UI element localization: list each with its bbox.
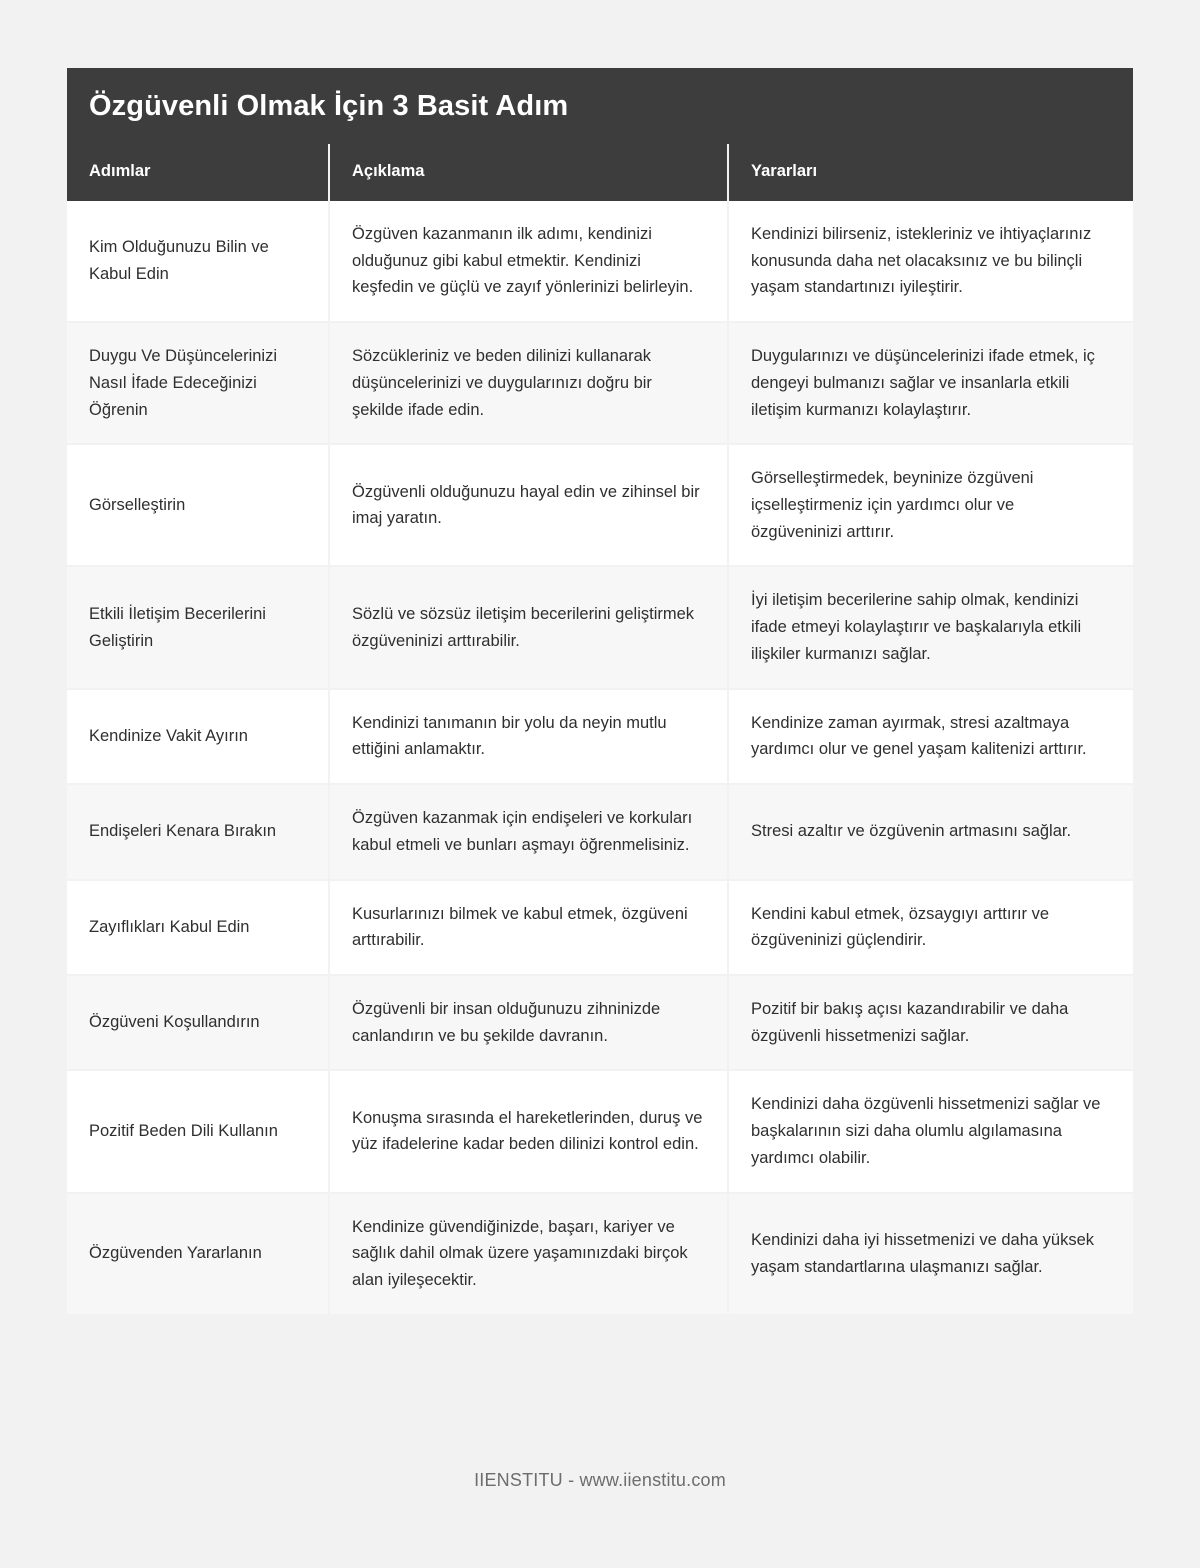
- cell-benefit: Kendinizi daha iyi hissetmenizi ve daha yüksek yaşam standartlarına ulaşmanızı sağlar.: [728, 1193, 1133, 1314]
- cell-step: Özgüveni Koşullandırın: [67, 975, 329, 1070]
- infographic-card: [67, 68, 1133, 1314]
- cell-step: Kim Olduğunuzu Bilin ve Kabul Edin: [67, 201, 329, 322]
- table-row: [67, 322, 1133, 444]
- cell-step: Görselleştirin: [67, 444, 329, 566]
- table-row: [67, 689, 1133, 784]
- footer-credit: IIENSTITU - www.iienstitu.com: [474, 1470, 726, 1490]
- steps-table: [67, 144, 1133, 1314]
- cell-step: Etkili İletişim Becerilerini Geliştirin: [67, 566, 329, 688]
- column-header-benefits: Yararları: [728, 144, 1133, 201]
- cell-benefit: Duygularınızı ve düşüncelerinizi ifade etmek, iç dengeyi bulmanızı sağlar ve insanlarla etkili iletişim kurmanızı kolaylaştırır.: [728, 322, 1133, 444]
- cell-description: Sözcükleriniz ve beden dilinizi kullanarak düşüncelerinizi ve duygularınızı doğru bir şekilde ifade edin.: [329, 322, 728, 444]
- cell-benefit: Stresi azaltır ve özgüvenin artmasını sağlar.: [728, 784, 1133, 879]
- cell-benefit: Pozitif bir bakış açısı kazandırabilir ve daha özgüvenli hissetmenizi sağlar.: [728, 975, 1133, 1070]
- cell-description: Özgüven kazanmak için endişeleri ve korkuları kabul etmeli ve bunları aşmayı öğrenmelisiniz.: [329, 784, 728, 879]
- table-row: [67, 444, 1133, 566]
- title-bar: [67, 68, 1133, 144]
- cell-step: Endişeleri Kenara Bırakın: [67, 784, 329, 879]
- page-title: Özgüvenli Olmak İçin 3 Basit Adım: [89, 89, 569, 122]
- table-row: [67, 975, 1133, 1070]
- table-row: [67, 566, 1133, 688]
- cell-benefit: Kendinizi bilirseniz, istekleriniz ve ihtiyaçlarınız konusunda daha net olacaksınız ve bu bilinçli yaşam standartınızı iyileştirir.: [728, 201, 1133, 322]
- cell-benefit: Kendinize zaman ayırmak, stresi azaltmaya yardımcı olur ve genel yaşam kalitenizi arttırır.: [728, 689, 1133, 784]
- cell-description: Özgüven kazanmanın ilk adımı, kendinizi olduğunuz gibi kabul etmektir. Kendinizi keşfedin ve güçlü ve zayıf yönlerinizi belirleyin.: [329, 201, 728, 322]
- cell-description: Özgüvenli olduğunuzu hayal edin ve zihinsel bir imaj yaratın.: [329, 444, 728, 566]
- cell-benefit: Görselleştirmedek, beyninize özgüveni içselleştirmeniz için yardımcı olur ve özgüveninizi arttırır.: [728, 444, 1133, 566]
- cell-description: Konuşma sırasında el hareketlerinden, duruş ve yüz ifadelerine kadar beden dilinizi kontrol edin.: [329, 1070, 728, 1192]
- cell-description: Kendinizi tanımanın bir yolu da neyin mutlu ettiğini anlamaktır.: [329, 689, 728, 784]
- column-header-description: Açıklama: [329, 144, 728, 201]
- cell-description: Kendinize güvendiğinizde, başarı, kariyer ve sağlık dahil olmak üzere yaşamınızdaki birçok alan iyileşecektir.: [329, 1193, 728, 1314]
- cell-step: Kendinize Vakit Ayırın: [67, 689, 329, 784]
- table-row: [67, 201, 1133, 322]
- table-header: [67, 144, 1133, 201]
- cell-step: Duygu Ve Düşüncelerinizi Nasıl İfade Edeceğinizi Öğrenin: [67, 322, 329, 444]
- cell-step: Pozitif Beden Dili Kullanın: [67, 1070, 329, 1192]
- table-header-row: [67, 144, 1133, 201]
- table-row: [67, 1193, 1133, 1314]
- column-header-steps: Adımlar: [67, 144, 329, 201]
- cell-step: Zayıflıkları Kabul Edin: [67, 880, 329, 975]
- table-body: [67, 201, 1133, 1314]
- table-row: [67, 880, 1133, 975]
- cell-benefit: Kendinizi daha özgüvenli hissetmenizi sağlar ve başkalarının sizi daha olumlu algılamasına yardımcı olabilir.: [728, 1070, 1133, 1192]
- table-row: [67, 1070, 1133, 1192]
- cell-step: Özgüvenden Yararlanın: [67, 1193, 329, 1314]
- cell-description: Kusurlarınızı bilmek ve kabul etmek, özgüveni arttırabilir.: [329, 880, 728, 975]
- cell-description: Özgüvenli bir insan olduğunuzu zihninizde canlandırın ve bu şekilde davranın.: [329, 975, 728, 1070]
- table-row: [67, 784, 1133, 879]
- cell-description: Sözlü ve sözsüz iletişim becerilerini geliştirmek özgüveninizi arttırabilir.: [329, 566, 728, 688]
- cell-benefit: Kendini kabul etmek, özsaygıyı arttırır ve özgüveninizi güçlendirir.: [728, 880, 1133, 975]
- cell-benefit: İyi iletişim becerilerine sahip olmak, kendinizi ifade etmeyi kolaylaştırır ve başkalarıyla etkili ilişkiler kurmanızı sağlar.: [728, 566, 1133, 688]
